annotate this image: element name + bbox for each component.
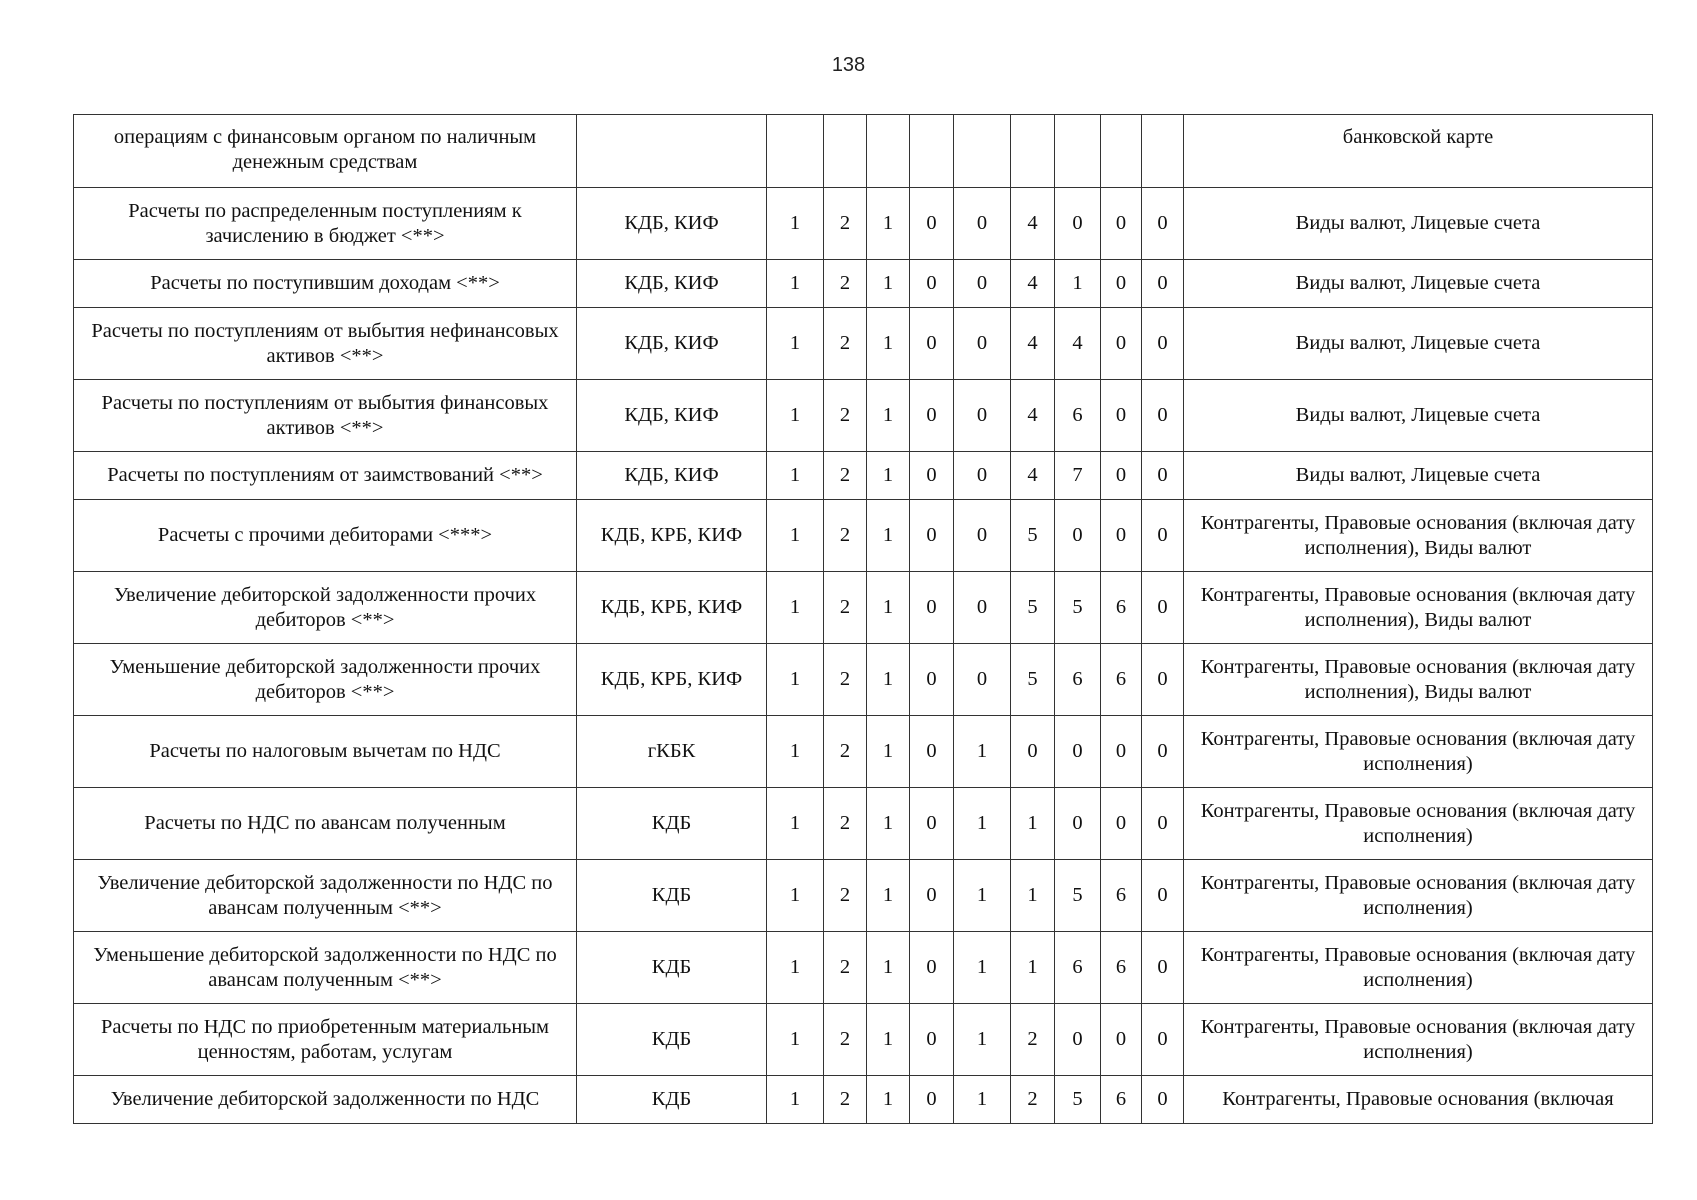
budget-code-cell: КДБ <box>577 932 767 1004</box>
account-digit-cell: 0 <box>1142 644 1184 716</box>
budget-code-cell: КДБ, КИФ <box>577 188 767 260</box>
account-digit-cell: 1 <box>1011 932 1055 1004</box>
account-digit-cell: 1 <box>767 1004 824 1076</box>
account-name-cell: Увеличение дебиторской задолженности прочих дебиторов <**> <box>74 572 577 644</box>
budget-code-cell: КДБ, КРБ, КИФ <box>577 644 767 716</box>
account-digit-cell: 0 <box>1142 500 1184 572</box>
account-digit-cell: 1 <box>767 644 824 716</box>
account-digit-cell: 6 <box>1101 860 1142 932</box>
analytics-cell: Контрагенты, Правовые основания (включая дату исполнения), Виды валют <box>1184 572 1653 644</box>
account-digit-cell: 1 <box>1055 260 1101 308</box>
account-digit-cell: 1 <box>767 308 824 380</box>
account-digit-cell: 2 <box>824 260 867 308</box>
table-row <box>74 644 1653 716</box>
analytics-cell: Контрагенты, Правовые основания (включая <box>1184 1076 1653 1124</box>
table-row <box>74 452 1653 500</box>
account-digit-cell: 0 <box>1142 572 1184 644</box>
account-digit-cell: 1 <box>767 860 824 932</box>
analytics-cell: Контрагенты, Правовые основания (включая дату исполнения) <box>1184 932 1653 1004</box>
analytics-cell: Виды валют, Лицевые счета <box>1184 260 1653 308</box>
account-digit-cell: 2 <box>1011 1004 1055 1076</box>
account-digit-cell: 0 <box>910 644 954 716</box>
account-name-cell: операциям с финансовым органом по наличным денежным средствам <box>74 115 577 188</box>
table-row <box>74 308 1653 380</box>
account-digit-cell: 0 <box>1142 188 1184 260</box>
account-digit-cell: 1 <box>867 932 910 1004</box>
account-digit-cell: 0 <box>1101 308 1142 380</box>
account-digit-cell: 0 <box>1101 452 1142 500</box>
accounts-table <box>73 114 1653 1124</box>
account-digit-cell: 0 <box>910 716 954 788</box>
account-digit-cell: 0 <box>910 932 954 1004</box>
budget-code-cell: гКБК <box>577 716 767 788</box>
account-digit-cell: 5 <box>1055 860 1101 932</box>
account-digit-cell: 1 <box>867 788 910 860</box>
analytics-cell: Контрагенты, Правовые основания (включая дату исполнения) <box>1184 716 1653 788</box>
account-digit-cell: 1 <box>867 572 910 644</box>
account-digit-cell: 1 <box>767 932 824 1004</box>
account-digit-cell: 0 <box>910 788 954 860</box>
analytics-cell: Виды валют, Лицевые счета <box>1184 452 1653 500</box>
account-digit-cell <box>1011 115 1055 188</box>
account-name-cell: Расчеты по поступлениям от заимствований <**> <box>74 452 577 500</box>
account-digit-cell: 0 <box>1101 380 1142 452</box>
table-row <box>74 115 1653 188</box>
account-digit-cell: 0 <box>1142 860 1184 932</box>
table-row <box>74 716 1653 788</box>
account-digit-cell: 2 <box>824 788 867 860</box>
account-digit-cell: 2 <box>824 1004 867 1076</box>
account-digit-cell <box>1101 115 1142 188</box>
account-digit-cell: 0 <box>954 308 1011 380</box>
account-digit-cell: 1 <box>954 716 1011 788</box>
account-digit-cell: 4 <box>1011 452 1055 500</box>
account-digit-cell: 0 <box>910 260 954 308</box>
account-digit-cell: 0 <box>1055 716 1101 788</box>
account-digit-cell: 2 <box>824 1076 867 1124</box>
account-digit-cell: 1 <box>954 932 1011 1004</box>
account-digit-cell: 1 <box>767 1076 824 1124</box>
account-digit-cell: 5 <box>1055 572 1101 644</box>
account-digit-cell: 4 <box>1011 188 1055 260</box>
account-digit-cell: 0 <box>910 572 954 644</box>
table-body <box>74 115 1653 1124</box>
analytics-cell: Контрагенты, Правовые основания (включая дату исполнения), Виды валют <box>1184 644 1653 716</box>
account-digit-cell: 1 <box>867 188 910 260</box>
account-digit-cell: 6 <box>1101 644 1142 716</box>
account-digit-cell: 0 <box>1055 788 1101 860</box>
account-digit-cell: 2 <box>824 500 867 572</box>
account-name-cell: Увеличение дебиторской задолженности по НДС по авансам полученным <**> <box>74 860 577 932</box>
account-digit-cell: 0 <box>1101 716 1142 788</box>
account-name-cell: Расчеты по НДС по авансам полученным <box>74 788 577 860</box>
account-digit-cell: 0 <box>1142 1004 1184 1076</box>
account-digit-cell: 1 <box>867 860 910 932</box>
account-digit-cell: 5 <box>1011 644 1055 716</box>
account-digit-cell: 2 <box>1011 1076 1055 1124</box>
account-digit-cell: 1 <box>954 860 1011 932</box>
account-name-cell: Расчеты по поступившим доходам <**> <box>74 260 577 308</box>
account-digit-cell: 0 <box>1142 1076 1184 1124</box>
table-row <box>74 188 1653 260</box>
account-digit-cell: 1 <box>1011 788 1055 860</box>
account-digit-cell: 2 <box>824 716 867 788</box>
account-name-cell: Уменьшение дебиторской задолженности прочих дебиторов <**> <box>74 644 577 716</box>
account-digit-cell: 6 <box>1055 644 1101 716</box>
account-digit-cell: 0 <box>1101 788 1142 860</box>
account-digit-cell: 0 <box>954 260 1011 308</box>
account-digit-cell: 1 <box>867 260 910 308</box>
table-row <box>74 572 1653 644</box>
account-digit-cell: 2 <box>824 308 867 380</box>
account-digit-cell: 0 <box>1142 932 1184 1004</box>
account-digit-cell: 0 <box>954 188 1011 260</box>
account-digit-cell: 5 <box>1011 572 1055 644</box>
account-digit-cell: 6 <box>1055 380 1101 452</box>
table-row <box>74 380 1653 452</box>
account-digit-cell: 2 <box>824 932 867 1004</box>
account-digit-cell <box>824 115 867 188</box>
account-digit-cell: 0 <box>1142 380 1184 452</box>
account-digit-cell: 0 <box>1055 500 1101 572</box>
account-digit-cell: 2 <box>824 572 867 644</box>
account-digit-cell: 0 <box>910 860 954 932</box>
budget-code-cell: КДБ, КИФ <box>577 380 767 452</box>
account-digit-cell: 1 <box>1011 860 1055 932</box>
account-digit-cell: 0 <box>1101 260 1142 308</box>
account-digit-cell: 1 <box>767 716 824 788</box>
account-digit-cell: 6 <box>1101 572 1142 644</box>
budget-code-cell: КДБ <box>577 860 767 932</box>
account-digit-cell: 1 <box>767 260 824 308</box>
account-digit-cell: 1 <box>867 1004 910 1076</box>
budget-code-cell: КДБ, КИФ <box>577 260 767 308</box>
budget-code-cell <box>577 115 767 188</box>
account-digit-cell: 0 <box>1142 788 1184 860</box>
budget-code-cell: КДБ, КРБ, КИФ <box>577 572 767 644</box>
analytics-cell: Виды валют, Лицевые счета <box>1184 380 1653 452</box>
account-digit-cell: 1 <box>867 452 910 500</box>
account-digit-cell: 0 <box>1101 500 1142 572</box>
account-digit-cell: 1 <box>954 788 1011 860</box>
account-digit-cell <box>954 115 1011 188</box>
analytics-cell: Контрагенты, Правовые основания (включая дату исполнения), Виды валют <box>1184 500 1653 572</box>
account-digit-cell: 0 <box>954 644 1011 716</box>
account-digit-cell: 1 <box>767 788 824 860</box>
budget-code-cell: КДБ, КРБ, КИФ <box>577 500 767 572</box>
account-digit-cell <box>1055 115 1101 188</box>
analytics-cell: банковской карте <box>1184 115 1653 188</box>
account-digit-cell: 6 <box>1055 932 1101 1004</box>
account-digit-cell: 2 <box>824 644 867 716</box>
account-name-cell: Расчеты по налоговым вычетам по НДС <box>74 716 577 788</box>
account-digit-cell: 2 <box>824 188 867 260</box>
account-digit-cell: 2 <box>824 452 867 500</box>
account-name-cell: Расчеты с прочими дебиторами <***> <box>74 500 577 572</box>
account-digit-cell: 0 <box>1142 716 1184 788</box>
analytics-cell: Контрагенты, Правовые основания (включая дату исполнения) <box>1184 788 1653 860</box>
account-name-cell: Расчеты по поступлениям от выбытия нефинансовых активов <**> <box>74 308 577 380</box>
table-row <box>74 1076 1653 1124</box>
account-digit-cell: 2 <box>824 860 867 932</box>
account-digit-cell: 1 <box>767 452 824 500</box>
table-row <box>74 788 1653 860</box>
account-digit-cell: 1 <box>767 572 824 644</box>
account-digit-cell: 0 <box>954 380 1011 452</box>
account-digit-cell: 1 <box>867 500 910 572</box>
table-row <box>74 860 1653 932</box>
account-digit-cell <box>867 115 910 188</box>
account-digit-cell: 6 <box>1101 1076 1142 1124</box>
account-digit-cell: 4 <box>1011 260 1055 308</box>
account-digit-cell: 0 <box>1142 308 1184 380</box>
account-digit-cell: 0 <box>1011 716 1055 788</box>
account-digit-cell: 6 <box>1101 932 1142 1004</box>
account-digit-cell: 0 <box>954 452 1011 500</box>
budget-code-cell: КДБ, КИФ <box>577 452 767 500</box>
account-digit-cell <box>767 115 824 188</box>
account-digit-cell: 0 <box>1055 1004 1101 1076</box>
budget-code-cell: КДБ <box>577 1004 767 1076</box>
account-digit-cell: 0 <box>910 1076 954 1124</box>
account-digit-cell: 5 <box>1011 500 1055 572</box>
account-digit-cell: 1 <box>767 380 824 452</box>
account-digit-cell: 4 <box>1011 380 1055 452</box>
account-digit-cell: 0 <box>910 452 954 500</box>
account-digit-cell: 1 <box>767 188 824 260</box>
account-digit-cell: 0 <box>910 380 954 452</box>
account-digit-cell <box>1142 115 1184 188</box>
account-digit-cell: 0 <box>910 1004 954 1076</box>
account-digit-cell: 5 <box>1055 1076 1101 1124</box>
account-digit-cell: 0 <box>954 572 1011 644</box>
account-digit-cell: 1 <box>867 1076 910 1124</box>
account-digit-cell <box>910 115 954 188</box>
table-row <box>74 932 1653 1004</box>
account-digit-cell: 0 <box>1055 188 1101 260</box>
budget-code-cell: КДБ <box>577 788 767 860</box>
account-digit-cell: 0 <box>910 308 954 380</box>
account-name-cell: Расчеты по поступлениям от выбытия финансовых активов <**> <box>74 380 577 452</box>
account-digit-cell: 4 <box>1055 308 1101 380</box>
page-number: 138 <box>831 54 866 76</box>
account-digit-cell: 0 <box>1101 188 1142 260</box>
analytics-cell: Контрагенты, Правовые основания (включая дату исполнения) <box>1184 1004 1653 1076</box>
account-digit-cell: 1 <box>954 1004 1011 1076</box>
account-digit-cell: 1 <box>767 500 824 572</box>
account-digit-cell: 1 <box>867 308 910 380</box>
account-digit-cell: 1 <box>867 380 910 452</box>
account-name-cell: Увеличение дебиторской задолженности по НДС <box>74 1076 577 1124</box>
account-digit-cell: 0 <box>1101 1004 1142 1076</box>
account-digit-cell: 1 <box>867 716 910 788</box>
account-digit-cell: 1 <box>867 644 910 716</box>
account-digit-cell: 1 <box>954 1076 1011 1124</box>
account-digit-cell: 0 <box>910 188 954 260</box>
analytics-cell: Виды валют, Лицевые счета <box>1184 308 1653 380</box>
account-digit-cell: 0 <box>1142 260 1184 308</box>
account-name-cell: Уменьшение дебиторской задолженности по НДС по авансам полученным <**> <box>74 932 577 1004</box>
analytics-cell: Виды валют, Лицевые счета <box>1184 188 1653 260</box>
budget-code-cell: КДБ, КИФ <box>577 308 767 380</box>
account-digit-cell: 4 <box>1011 308 1055 380</box>
account-digit-cell: 0 <box>1142 452 1184 500</box>
table-row <box>74 1004 1653 1076</box>
table-row <box>74 260 1653 308</box>
account-digit-cell: 7 <box>1055 452 1101 500</box>
account-digit-cell: 0 <box>910 500 954 572</box>
budget-code-cell: КДБ <box>577 1076 767 1124</box>
analytics-cell: Контрагенты, Правовые основания (включая дату исполнения) <box>1184 860 1653 932</box>
account-name-cell: Расчеты по распределенным поступлениям к зачислению в бюджет <**> <box>74 188 577 260</box>
table-row <box>74 500 1653 572</box>
account-name-cell: Расчеты по НДС по приобретенным материальным ценностям, работам, услугам <box>74 1004 577 1076</box>
account-digit-cell: 2 <box>824 380 867 452</box>
account-digit-cell: 0 <box>954 500 1011 572</box>
